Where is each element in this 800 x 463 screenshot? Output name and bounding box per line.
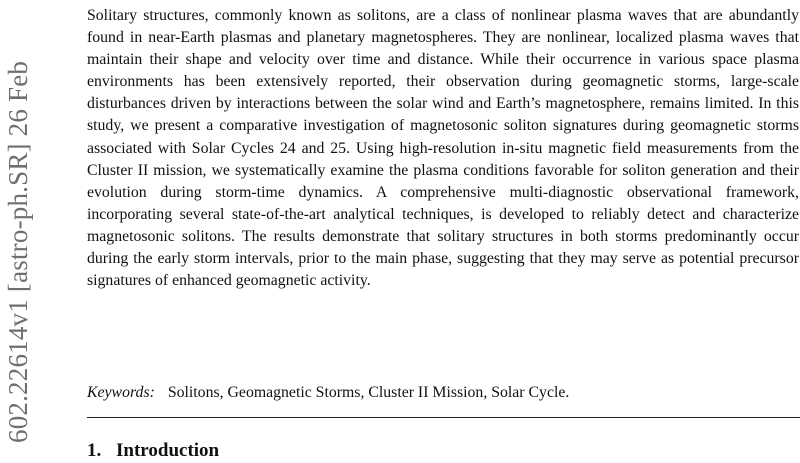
abstract-paragraph: Solitary structures, commonly known as solitons, are a class of nonlinear plasma waves that are abundantly found in near-Earth plasmas and planetary magnetospheres. They are nonlinear, localized plasma waves that maintain their shape and velocity over time and distance. While their occurrence in various space plasma environments has been extensively reported, their observation during geomagnetic storms, large-scale disturbances driven by interactions between the solar wind and Earth’s magnetosphere, remains limited. In this study, we present a comparative investigation of magnetosonic soliton signatures during geomagnetic storms associated with Solar Cycles 24 and 25. Using high-resolution in-situ magnetic field measurements from the Cluster II mission, we systematically examine the plasma conditions favorable for soliton generation and their evolution during storm-time dynamics. A comprehensive multi-diagnostic observational framework, incorporating several state-of-the-art analytical techniques, is developed to reliably detect and characterize magnetosonic solitons. The results demonstrate that solitary structures in both storms predominantly occur during the early storm intervals, prior to the main phase, suggesting that they may serve as potential precursor signatures of enhanced geomagnetic activity. bbox=[87, 7, 799, 290]
keywords-value: Solitons, Geomagnetic Storms, Cluster II Mission, Solar Cycle. bbox=[167, 384, 570, 401]
keywords-label: Keywords: bbox=[87, 384, 155, 401]
section-number: 1. bbox=[87, 440, 102, 461]
keywords-line bbox=[87, 382, 799, 404]
arxiv-identifier-stamp: 602.22614v1 [astro-ph.SR] 26 Feb bbox=[3, 60, 33, 443]
section-title: Introduction bbox=[116, 440, 220, 461]
section-heading bbox=[87, 439, 219, 463]
section-divider bbox=[87, 417, 800, 418]
